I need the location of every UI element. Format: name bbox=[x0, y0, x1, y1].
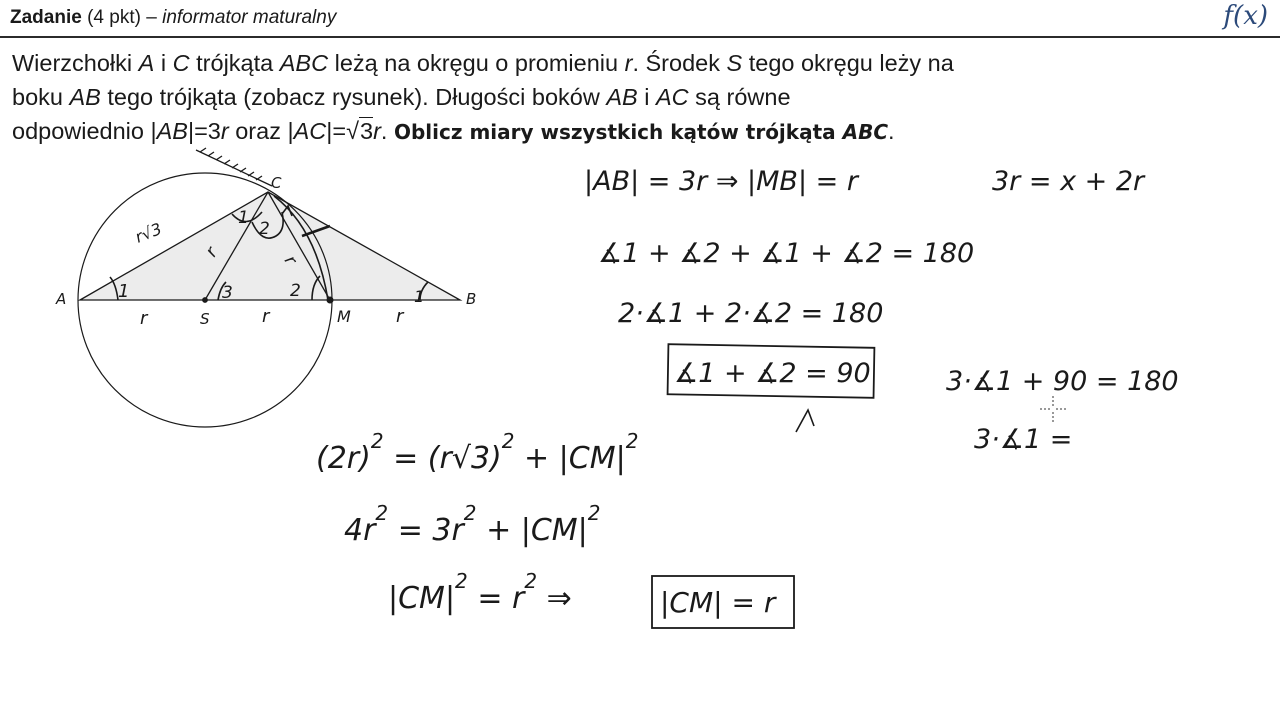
text-run: r bbox=[624, 50, 633, 76]
label-angle-c2: 2 bbox=[259, 219, 270, 239]
eq3-exp2: 2 bbox=[524, 569, 538, 593]
eq3-lhs: |CM| bbox=[388, 581, 456, 616]
text-run: Wierzchołki bbox=[12, 50, 139, 76]
text-run: tego okręgu leży na bbox=[742, 50, 954, 76]
text-run: trójkąta bbox=[189, 50, 280, 76]
text-run: |= bbox=[326, 118, 347, 144]
label-angle-s: 3 bbox=[222, 283, 233, 303]
text-run: AB bbox=[69, 84, 101, 110]
text-run: tego trójkąta (zobacz rysunek). Długości boków bbox=[100, 84, 607, 110]
task-instruction: Oblicz miary wszystkich kątów trójkąta bbox=[393, 120, 843, 144]
sqrt-radicand: 3 bbox=[359, 118, 374, 144]
text-run: leżą na okręgu o promieniu bbox=[328, 50, 625, 76]
eq1-exp3: 2 bbox=[625, 429, 639, 453]
text-run: . Środek bbox=[632, 50, 727, 76]
text-run: oraz | bbox=[228, 118, 294, 144]
title-points: (4 pkt) bbox=[87, 7, 141, 28]
label-angle-b: 1 bbox=[414, 287, 425, 306]
title-bold: Zadanie bbox=[10, 7, 82, 28]
text-run: C bbox=[172, 50, 190, 76]
label-side-cm: r bbox=[279, 252, 301, 269]
eq1-lhs: (2r) bbox=[316, 441, 371, 476]
text-run: boku bbox=[12, 84, 70, 110]
eq1-exp2: 2 bbox=[501, 429, 515, 453]
eq3-result: |CM| = r bbox=[660, 586, 776, 619]
label-seg-as: r bbox=[140, 308, 148, 329]
eq3-exp1: 2 bbox=[455, 569, 468, 593]
note-ab-mb: |AB| = 3r ⇒ |MB| = r bbox=[584, 166, 858, 197]
text-run: S bbox=[726, 50, 743, 76]
eq2-mid: = 3r bbox=[388, 513, 464, 548]
eq1-rest: + |CM| bbox=[514, 441, 626, 476]
eq2-exp3: 2 bbox=[587, 501, 601, 525]
text-run: i bbox=[154, 50, 173, 76]
text-run: AC bbox=[655, 84, 689, 110]
title-source: informator maturalny bbox=[162, 7, 337, 28]
label-angle-m: 2 bbox=[290, 281, 301, 301]
label-b: B bbox=[466, 290, 477, 308]
sqrt-sign: √ bbox=[346, 118, 359, 144]
arrow-up bbox=[796, 410, 814, 432]
label-a: A bbox=[56, 290, 67, 308]
eq2-rest: + |CM| bbox=[476, 513, 588, 548]
task-instruction-abc: ABC bbox=[842, 120, 889, 144]
text-run: A bbox=[138, 50, 155, 76]
eq1-exp1: 2 bbox=[370, 429, 384, 453]
text-run: r bbox=[220, 118, 229, 144]
tangent-scribble bbox=[196, 148, 272, 186]
point-s bbox=[203, 298, 208, 303]
eq2-exp1: 2 bbox=[375, 501, 389, 525]
text-run: i bbox=[637, 84, 656, 110]
note-angle-sum: ∡1 + ∡2 + ∡1 + ∡2 = 180 bbox=[598, 238, 975, 269]
eq3-mid: = r bbox=[467, 581, 525, 616]
label-seg-mb: r bbox=[396, 306, 404, 327]
label-seg-sm: r bbox=[262, 306, 270, 327]
eq1-eq: = (r√3) bbox=[383, 441, 502, 476]
label-side-sc: r bbox=[201, 243, 223, 261]
text-run: są równe bbox=[688, 84, 791, 110]
note-angle-90: ∡1 + ∡2 = 90 bbox=[674, 358, 871, 389]
note-3r-x: 3r = x + 2r bbox=[992, 166, 1145, 197]
note-3angle-90: 3·∡1 + 90 = 180 bbox=[946, 366, 1179, 397]
text-run: |=3 bbox=[187, 118, 221, 144]
text-run: odpowiednio | bbox=[12, 118, 157, 144]
text-run: ABC bbox=[279, 50, 329, 76]
eq2 bbox=[344, 501, 601, 548]
text-run: AB bbox=[606, 84, 638, 110]
geometry-figure bbox=[78, 148, 460, 427]
note-3angle: 3·∡1 = bbox=[974, 424, 1073, 455]
text-run: . bbox=[380, 118, 394, 144]
label-angle-c1: 1 bbox=[238, 208, 249, 228]
eq3 bbox=[388, 569, 572, 616]
label-angle-a: 1 bbox=[118, 281, 130, 302]
note-angle-double: 2·∡1 + 2·∡2 = 180 bbox=[618, 298, 884, 329]
label-side-ac: r√3 bbox=[132, 218, 165, 247]
fx-logo: f(x) bbox=[1223, 1, 1268, 31]
text-run: AC bbox=[293, 118, 327, 144]
eq2-exp2: 2 bbox=[463, 501, 477, 525]
eq2-lhs: 4r bbox=[344, 513, 376, 548]
label-c: C bbox=[271, 174, 282, 192]
label-m: M bbox=[337, 307, 351, 326]
eq3-arrow: ⇒ bbox=[537, 581, 572, 616]
text-run: r bbox=[373, 118, 381, 144]
triangle-abc bbox=[80, 192, 460, 300]
eq1 bbox=[316, 429, 638, 476]
title-dash: – bbox=[146, 7, 157, 28]
label-s: S bbox=[200, 310, 210, 328]
crosshair-cursor-icon bbox=[1040, 396, 1066, 422]
text-run: . bbox=[888, 118, 895, 144]
text-run: AB bbox=[156, 118, 188, 144]
